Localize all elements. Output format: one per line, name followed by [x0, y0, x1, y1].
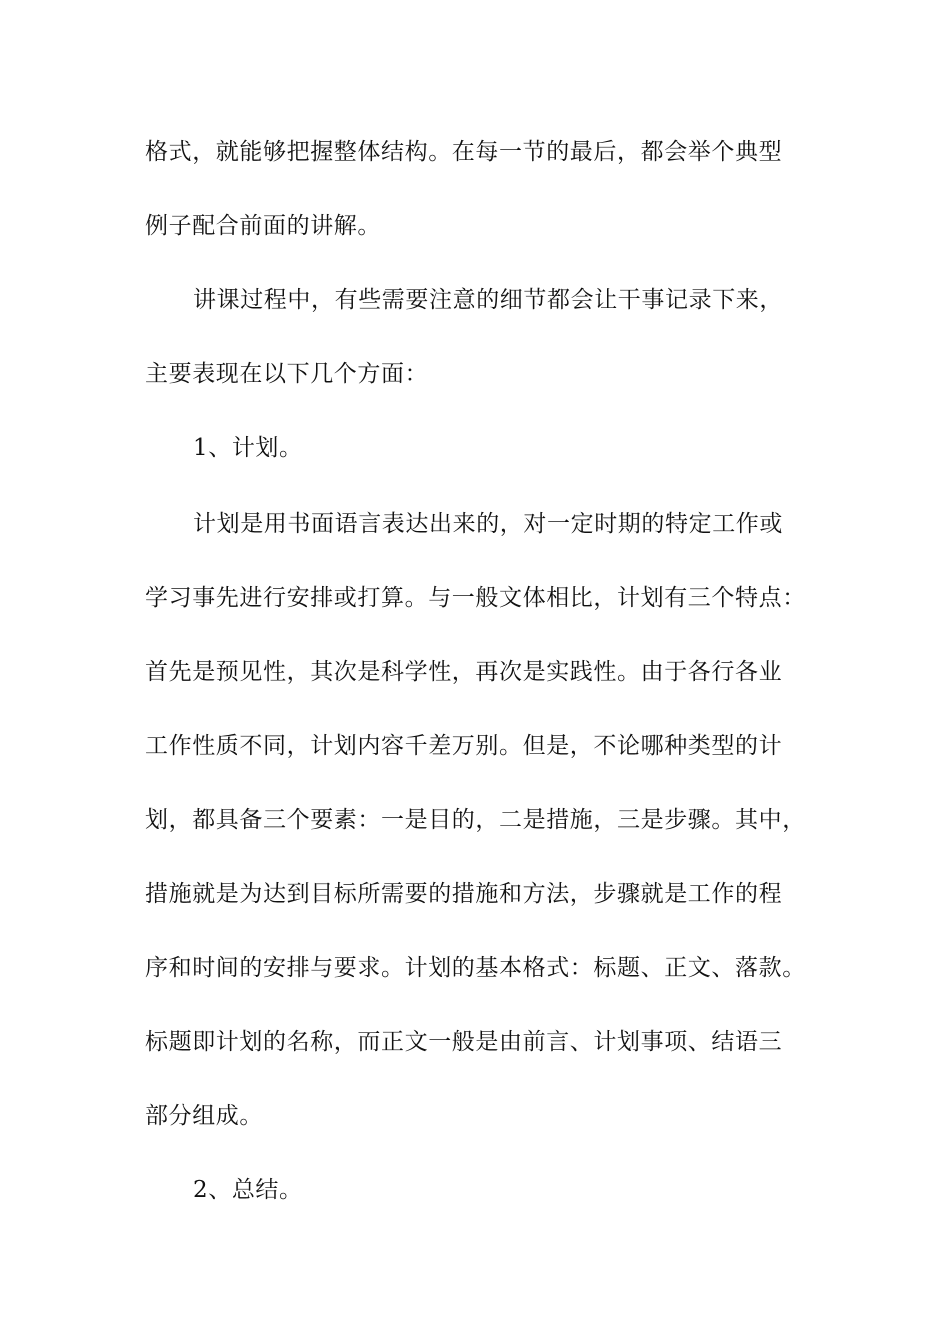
- text-line: 工作性质不同，计划内容千差万别。但是，不论哪种类型的计: [145, 733, 783, 759]
- section-heading-plan: 1、计划。: [193, 435, 303, 461]
- paragraph-start-line: 讲课过程中，有些需要注意的细节都会让干事记录下来，: [193, 287, 783, 313]
- paragraph-start-line: 计划是用书面语言表达出来的，对一定时期的特定工作或: [193, 511, 783, 537]
- text-line: 序和时间的安排与要求。计划的基本格式：标题、正文、落款。: [145, 955, 806, 981]
- text-line: 首先是预见性，其次是科学性，再次是实践性。由于各行各业: [145, 659, 783, 685]
- section-heading-summary: 2、总结。: [193, 1177, 303, 1203]
- text-line: 部分组成。: [145, 1103, 263, 1129]
- text-line: 例子配合前面的讲解。: [145, 213, 381, 239]
- text-line: 标题即计划的名称，而正文一般是由前言、计划事项、结语三: [145, 1029, 783, 1055]
- text-line: 措施就是为达到目标所需要的措施和方法，步骤就是工作的程: [145, 881, 783, 907]
- text-line: 主要表现在以下几个方面：: [145, 361, 429, 387]
- text-line: 划，都具备三个要素：一是目的，二是措施，三是步骤。其中，: [145, 807, 806, 833]
- text-line: 学习事先进行安排或打算。与一般文体相比，计划有三个特点：: [145, 585, 806, 611]
- text-line: 格式，就能够把握整体结构。在每一节的最后，都会举个典型: [145, 139, 783, 165]
